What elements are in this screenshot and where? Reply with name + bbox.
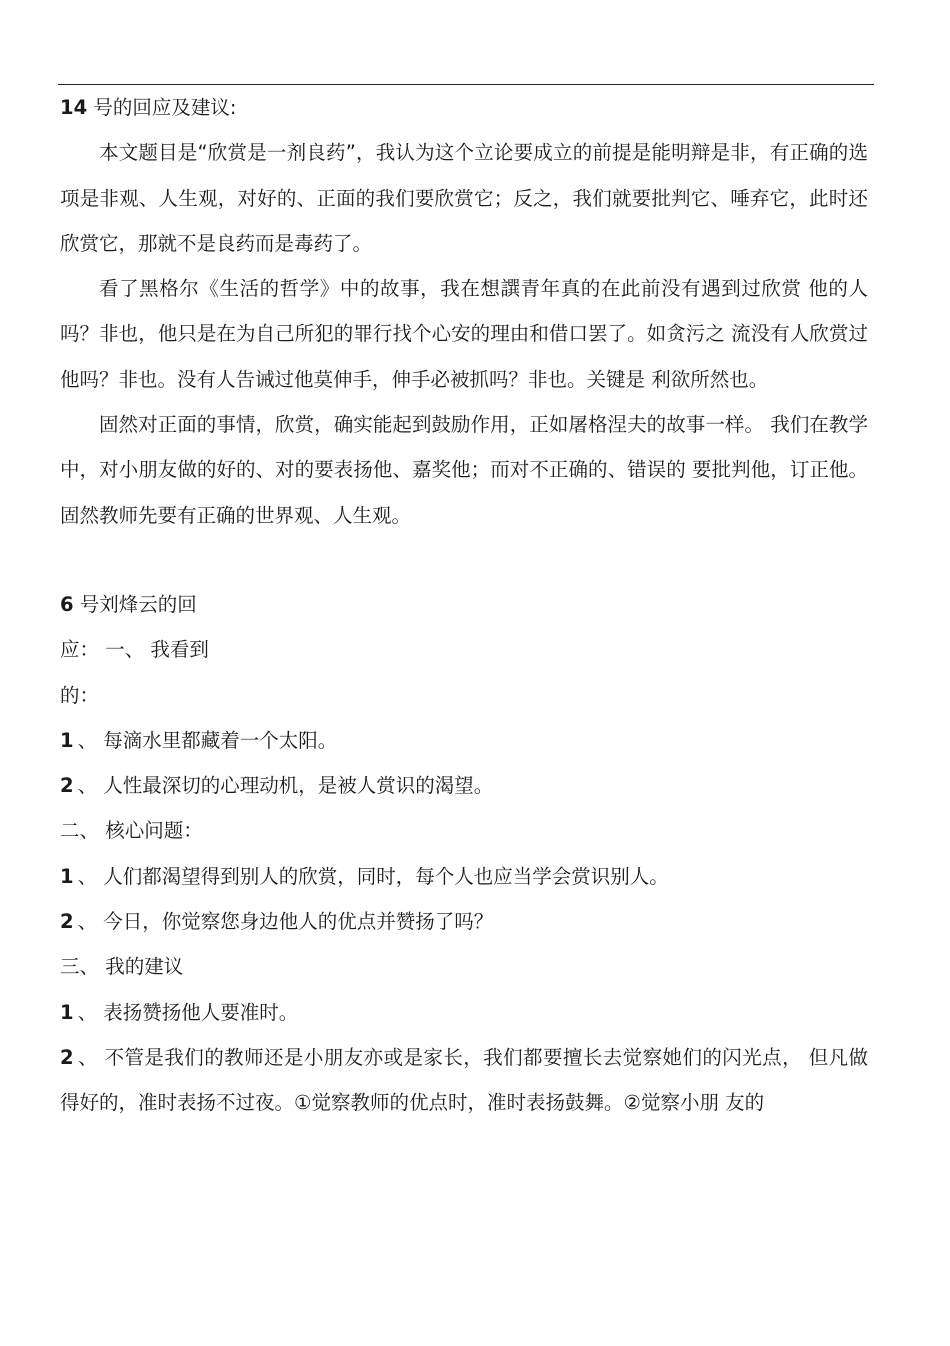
section-gap <box>60 538 868 582</box>
document-body <box>60 85 868 1126</box>
section-14-paragraph-1: 本文题目是“欣赏是一剂良药”，我认为这个立论要成立的前提是能明辩是非，有正确的选项是非观、人生观，对好的、正面的我们要欣赏它；反之，我们就要批判它、唾弃它，此时还欣赏它，那就不是良药而是毒药了。 <box>60 141 868 255</box>
list-item <box>60 899 868 944</box>
section-6-heading-line-3: 的： <box>60 683 100 707</box>
list-item-number: 2 <box>60 774 74 798</box>
list-item <box>60 763 868 808</box>
list-item <box>60 854 868 899</box>
list-item <box>60 990 868 1035</box>
section-6-number: 6 <box>60 592 74 616</box>
list-item-separator: 、 <box>77 910 98 934</box>
list-item-text: 人们都渴望得到别人的欣赏，同时，每个人也应当学会赏识别人。 <box>103 864 669 888</box>
list-item-text: 不管是我们的教师还是小朋友亦或是家长，我们都要擅长去觉察她们的闪光点， 但凡做得好的，准时表扬不过夜。①觉察教师的优点时，准时表扬鼓舞。②觉察小朋 友的 <box>60 1045 868 1115</box>
list-item-separator: 、 <box>77 728 98 752</box>
section-6-heading-line-2: 应： 一、 我看到 <box>60 638 209 662</box>
list-item-number: 2 <box>60 910 74 934</box>
list-item-separator: 、 <box>77 864 98 888</box>
list-item <box>60 718 868 763</box>
list-item <box>60 1035 868 1126</box>
core-question-title: 二、 核心问题： <box>60 819 203 843</box>
list-item-text: 每滴水里都藏着一个太阳。 <box>103 728 338 752</box>
list-item-number: 1 <box>60 864 74 888</box>
list-item-number: 2 <box>60 1045 74 1069</box>
list-item-separator: 、 <box>77 1000 98 1024</box>
section-14-heading <box>60 85 868 130</box>
list-item-number: 1 <box>60 1000 74 1024</box>
list-item-text: 表扬赞扬他人要准时。 <box>103 1000 299 1024</box>
suggestion-title: 三、 我的建议 <box>60 955 184 979</box>
section-14-number: 14 <box>60 96 88 119</box>
list-item-text: 今日，你觉察您身边他人的优点并赞扬了吗？ <box>103 910 494 934</box>
section-14-heading-text: 号的回应及建议: <box>87 96 237 119</box>
section-14-paragraph-2: 看了黑格尔《生活的哲学》中的故事，我在想譔青年真的在此前没有遇到过欣赏 他的人吗？非也，他只是在为自己所犯的罪行找个心安的理由和借口罢了。如贪污之 流没有人欣赏过他吗？非也。没有人告诫过他莫伸手，伸手必被抓吗？非也。关键是 利欲所然也。 <box>60 277 868 391</box>
section-14-paragraph-3: 固然对正面的事情，欣赏，确实能起到鼓励作用，正如屠格涅夫的故事一样。 我们在教学中，对小朋友做的好的、对的要表扬他、嘉奖他；而对不正确的、错误的 要批判他，订正他。固然教师先要有正确的世界观、人生观。 <box>60 413 868 527</box>
list-item-text: 人性最深切的心理动机，是被人赏识的渴望。 <box>103 774 494 798</box>
list-item-separator: 、 <box>77 774 98 798</box>
list-item-separator: 、 <box>77 1045 98 1069</box>
section-6-heading <box>60 582 868 627</box>
list-item-number: 1 <box>60 728 74 752</box>
section-6-heading-line-1: 号刘烽云的回 <box>73 592 197 616</box>
